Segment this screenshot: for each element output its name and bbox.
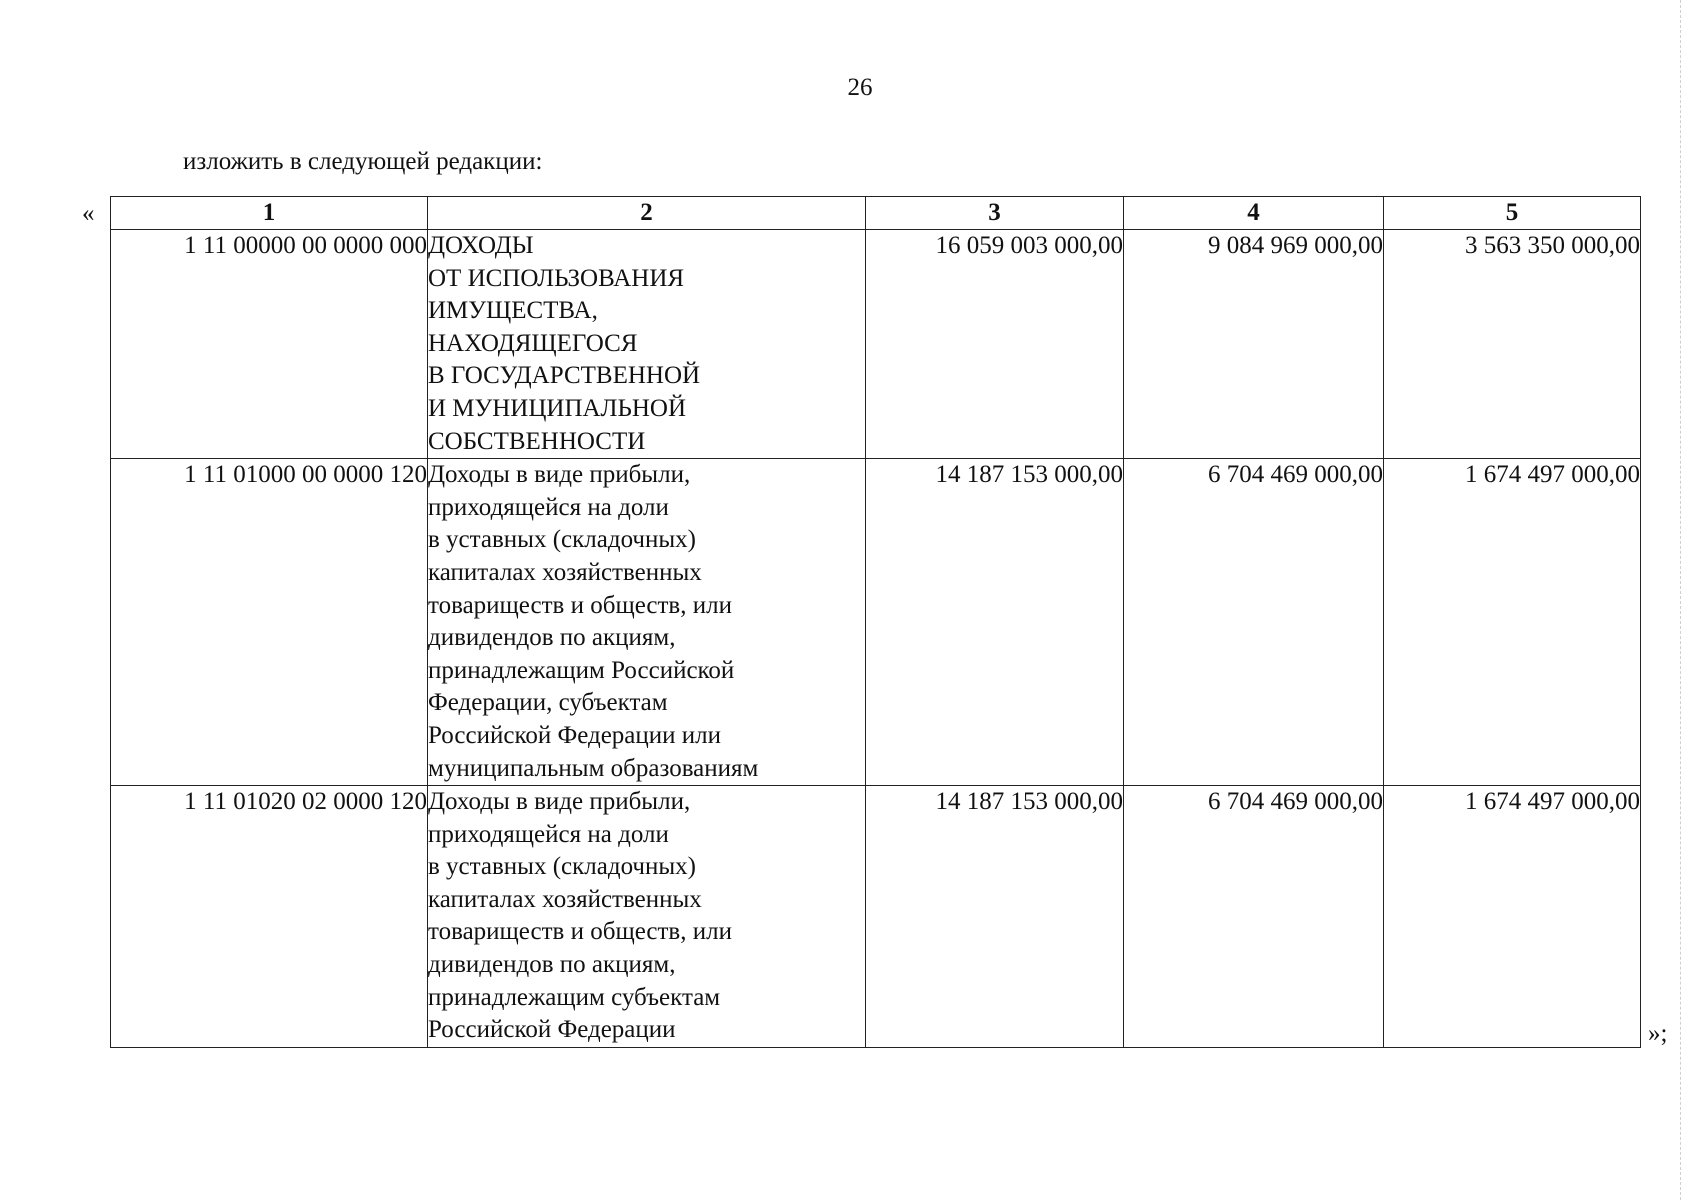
income-name-cell	[428, 459, 866, 786]
amount-col3-cell: 14 187 153 000,00	[866, 786, 1124, 1048]
table-body	[111, 230, 1641, 1048]
amount-col5-cell: 3 563 350 000,00	[1384, 230, 1641, 459]
income-name-line: капиталах хозяйственных	[428, 558, 702, 586]
header-row	[111, 197, 1641, 230]
table-row	[111, 786, 1641, 1048]
income-name-line: И МУНИЦИПАЛЬНОЙ	[428, 394, 687, 422]
table-row	[111, 459, 1641, 786]
closing-quote: »;	[1648, 1020, 1668, 1047]
income-code-cell: 1 11 00000 00 0000 000	[111, 230, 428, 459]
header-col-4: 4	[1124, 197, 1384, 230]
income-name-cell	[428, 786, 866, 1048]
amount-col5-cell: 1 674 497 000,00	[1384, 459, 1641, 786]
income-name-line: Российской Федерации или	[428, 721, 722, 749]
income-name-cell	[428, 230, 866, 459]
income-name-line: дивидендов по акциям,	[428, 951, 676, 979]
income-name-line: Федерации, субъектам	[428, 689, 668, 717]
table-row	[111, 230, 1641, 459]
header-col-1: 1	[111, 197, 428, 230]
header-col-3: 3	[866, 197, 1124, 230]
income-code-cell: 1 11 01000 00 0000 120	[111, 459, 428, 786]
amount-col5-cell: 1 674 497 000,00	[1384, 786, 1641, 1048]
income-name-line: Доходы в виде прибыли,	[428, 788, 691, 816]
income-name-line: товариществ и обществ, или	[428, 591, 732, 619]
intro-text: изложить в следующей редакции:	[183, 148, 543, 175]
income-name-line: Доходы в виде прибыли,	[428, 461, 691, 489]
opening-quote: «	[82, 200, 95, 227]
income-name-line: ИМУЩЕСТВА,	[428, 297, 598, 325]
amount-col3-cell: 16 059 003 000,00	[866, 230, 1124, 459]
scan-edge-line	[1680, 0, 1681, 1200]
income-name-line: СОБСТВЕННОСТИ	[428, 427, 646, 455]
income-code-cell: 1 11 01020 02 0000 120	[111, 786, 428, 1048]
header-col-2: 2	[428, 197, 866, 230]
income-name-line: товариществ и обществ, или	[428, 918, 732, 946]
income-name-line: ОТ ИСПОЛЬЗОВАНИЯ	[428, 264, 685, 292]
income-name-line: в уставных (складочных)	[428, 853, 696, 881]
income-name-line: в уставных (складочных)	[428, 526, 696, 554]
table-header	[111, 197, 1641, 230]
income-name-line: В ГОСУДАРСТВЕННОЙ	[428, 362, 701, 390]
income-name-line: приходящейся на доли	[428, 493, 669, 521]
income-name-line: Российской Федерации	[428, 1016, 676, 1044]
budget-table	[110, 196, 1641, 1048]
income-name-line: приходящейся на доли	[428, 820, 669, 848]
income-name-line: капиталах хозяйственных	[428, 885, 702, 913]
amount-col4-cell: 6 704 469 000,00	[1124, 786, 1384, 1048]
income-name-line: ДОХОДЫ	[428, 232, 534, 259]
header-col-5: 5	[1384, 197, 1641, 230]
amount-col3-cell: 14 187 153 000,00	[866, 459, 1124, 786]
amount-col4-cell: 6 704 469 000,00	[1124, 459, 1384, 786]
income-name-line: принадлежащим Российской	[428, 656, 735, 684]
page-number: 26	[847, 74, 873, 101]
income-name-line: принадлежащим субъектам	[428, 983, 721, 1011]
income-name-line: дивидендов по акциям,	[428, 624, 676, 652]
amount-col4-cell: 9 084 969 000,00	[1124, 230, 1384, 459]
income-name-line: муниципальным образованиям	[428, 754, 759, 782]
income-name-line: НАХОДЯЩЕГОСЯ	[428, 329, 638, 357]
